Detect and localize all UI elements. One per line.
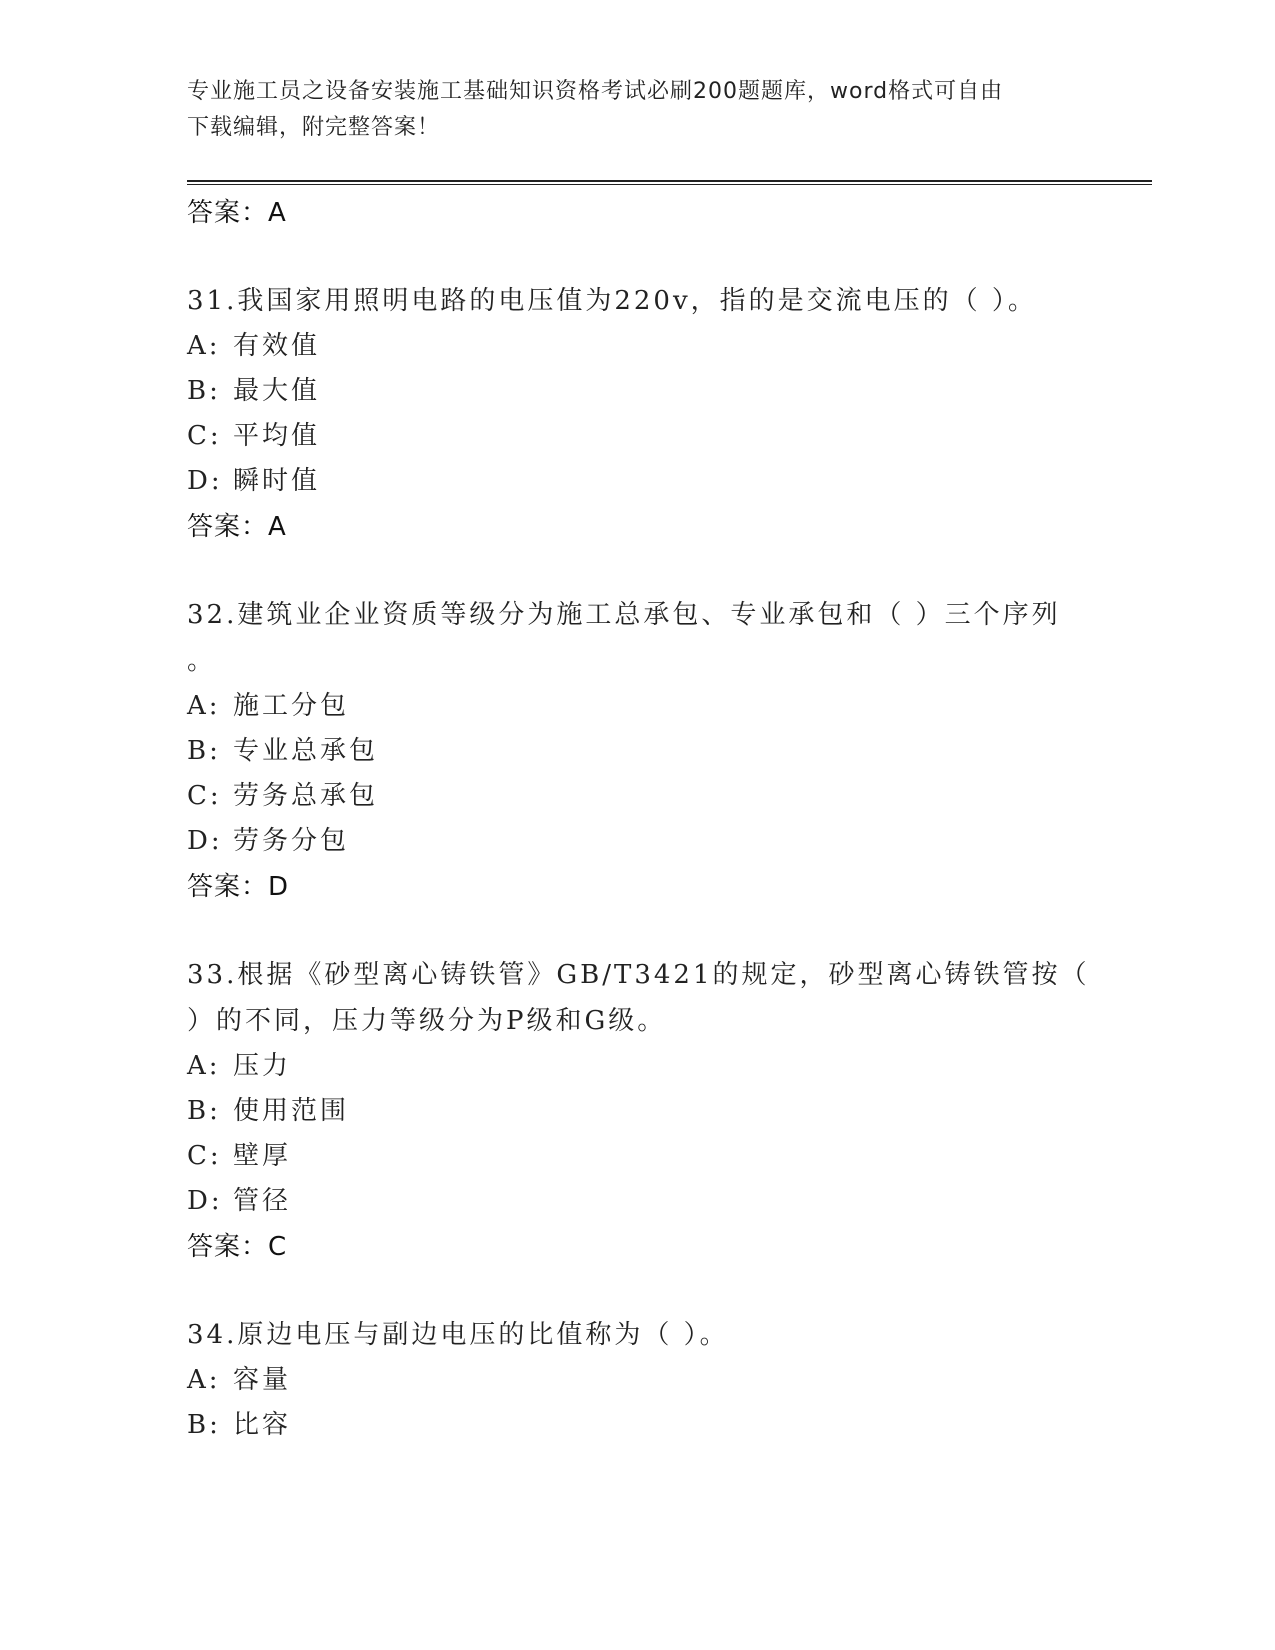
option-b [187, 369, 1087, 414]
option-text: 管径 [233, 1186, 292, 1216]
option-letter: C: [187, 781, 222, 811]
question-stem: 33.根据《砂型离心铸铁管》GB/T3421的规定，砂型离心铸铁管按（ [187, 960, 1090, 990]
option-c [187, 1134, 1087, 1179]
option-text: 容量 [233, 1365, 292, 1395]
option-text: 专业总承包 [233, 736, 379, 766]
option-letter: A: [187, 1365, 221, 1395]
option-d [187, 1179, 1087, 1224]
option-a [187, 324, 1087, 369]
question-stem-continued: ）的不同，压力等级分为P级和G级。 [187, 1006, 667, 1036]
option-c [187, 774, 1087, 819]
question-32 [187, 592, 1087, 910]
previous-answer: 答案：A [187, 198, 287, 228]
option-letter: C: [187, 1141, 222, 1171]
header-line-1: 专业施工员之设备安装施工基础知识资格考试必刷200题题库，word格式可自由 [187, 79, 1004, 104]
option-text: 比容 [233, 1410, 292, 1440]
option-letter: A: [187, 1051, 221, 1081]
question-stem: 31.我国家用照明电路的电压值为220v，指的是交流电压的（ ）。 [187, 286, 1037, 316]
option-letter: B: [187, 1410, 221, 1440]
option-text: 劳务分包 [233, 826, 350, 856]
option-text: 有效值 [233, 331, 321, 361]
question-34 [187, 1312, 1087, 1448]
option-letter: B: [187, 1096, 221, 1126]
option-letter: D: [187, 826, 223, 856]
answer-line: 答案：D [187, 872, 290, 902]
option-text: 劳务总承包 [233, 781, 379, 811]
answer-line: 答案：C [187, 1232, 288, 1262]
option-letter: A: [187, 691, 221, 721]
question-stem: 34.原边电压与副边电压的比值称为（ ）。 [187, 1320, 729, 1350]
option-a [187, 1044, 1087, 1089]
option-b [187, 729, 1087, 774]
option-letter: B: [187, 736, 221, 766]
header-line-2: 下载编辑，附完整答案！ [187, 115, 441, 140]
question-list [187, 190, 1090, 1490]
option-text: 平均值 [233, 421, 321, 451]
question-stem-continued: 。 [187, 646, 217, 676]
option-b [187, 1403, 1087, 1448]
option-a [187, 684, 1087, 729]
option-letter: B: [187, 376, 221, 406]
question-31 [187, 278, 1087, 550]
option-c [187, 414, 1087, 459]
option-text: 最大值 [233, 376, 321, 406]
header-divider [187, 180, 1152, 182]
option-letter: D: [187, 466, 223, 496]
answer-line: 答案：A [187, 512, 287, 542]
option-text: 使用范围 [233, 1096, 350, 1126]
question-stem: 32.建筑业企业资质等级分为施工总承包、专业承包和（ ）三个序列 [187, 600, 1061, 630]
option-text: 壁厚 [233, 1141, 292, 1171]
option-text: 瞬时值 [233, 466, 321, 496]
option-letter: C: [187, 421, 222, 451]
document-header [187, 74, 1067, 146]
option-letter: D: [187, 1186, 223, 1216]
option-d [187, 459, 1087, 504]
option-letter: A: [187, 331, 221, 361]
option-d [187, 819, 1087, 864]
header-divider-thin [187, 184, 1152, 185]
option-b [187, 1089, 1087, 1134]
option-text: 施工分包 [233, 691, 350, 721]
question-33 [187, 952, 1090, 1270]
option-text: 压力 [233, 1051, 292, 1081]
option-a [187, 1358, 1087, 1403]
